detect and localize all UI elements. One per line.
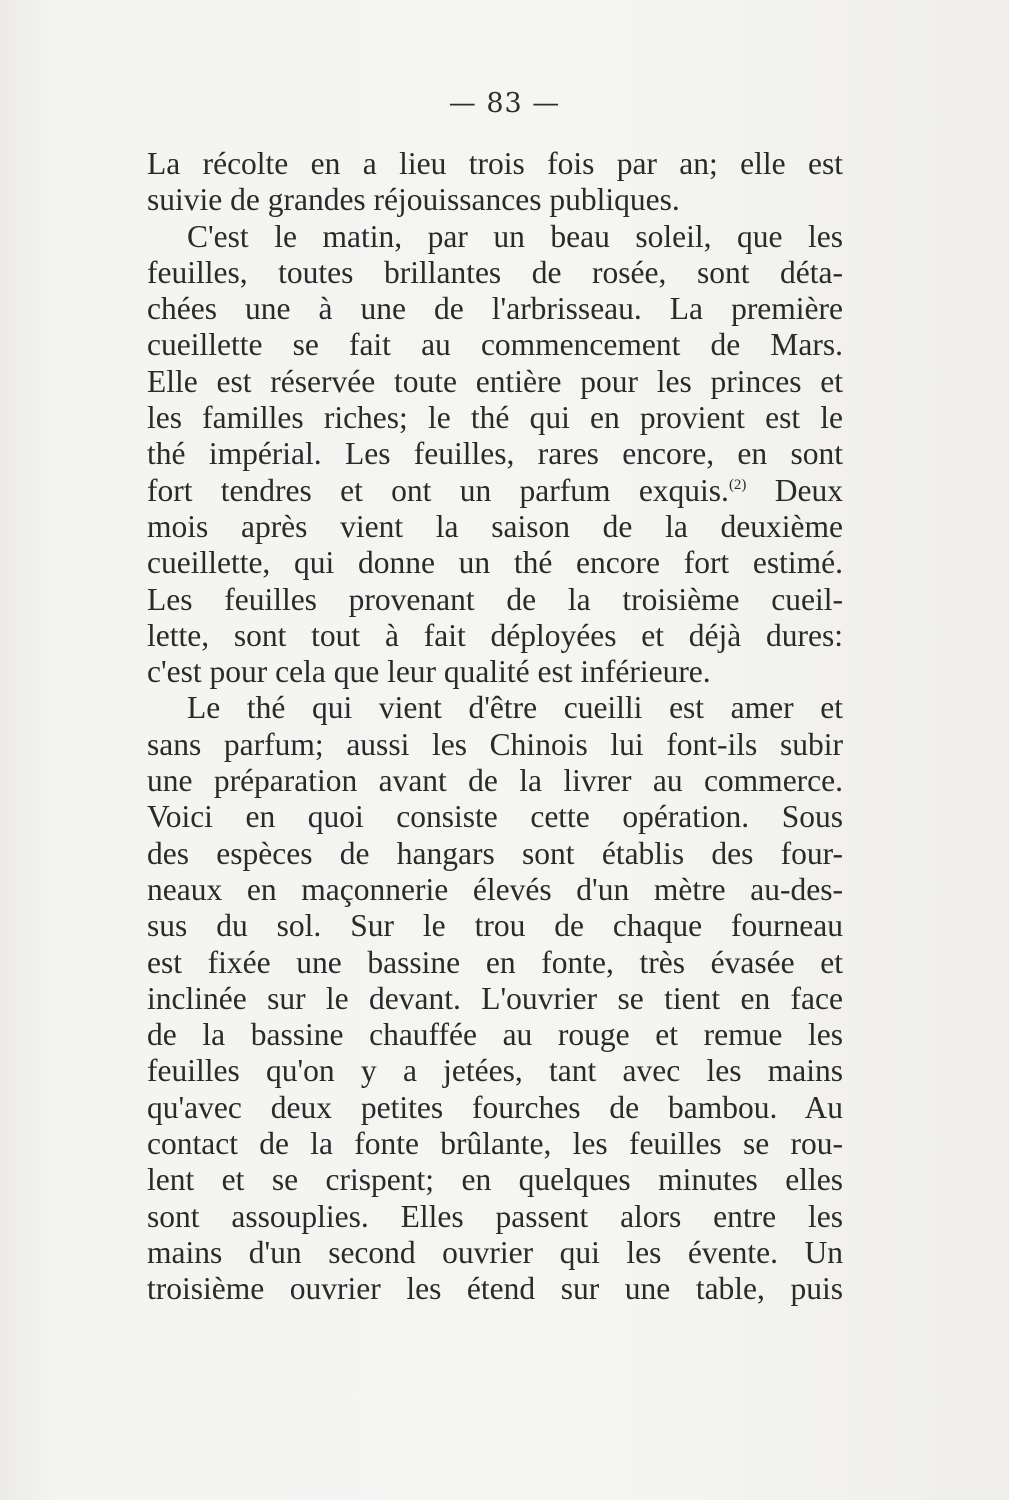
text-line: sont assouplies. Elles passent alors entre les [147,1198,843,1234]
text-line: de la bassine chauffée au rouge et remue les [147,1017,843,1053]
text-segment: Deux [774,472,843,508]
text-line: qu'avec deux petites fourches de bambou. Au [147,1089,843,1125]
text-line: Elle est réservée toute entière pour les princes et [147,363,843,399]
text-line: c'est pour cela que leur qualité est inférieure. [147,654,711,690]
text-line: chées une à une de l'arbrisseau. La première [147,291,843,327]
text-line: mois après vient la saison de la deuxième [147,508,843,544]
text-line: suivie de grandes réjouissances publiques. [147,182,680,218]
text-line: sans parfum; aussi les Chinois lui font-ils subir [147,726,843,762]
text-line: mains d'un second ouvrier qui les évente. Un [147,1234,843,1270]
text-line: thé impérial. Les feuilles, rares encore, en sont [147,436,843,472]
text-line: les familles riches; le thé qui en provient est le [147,400,843,436]
text-line: C'est le matin, par un beau soleil, que les [187,218,843,254]
text-line: sus du sol. Sur le trou de chaque fourneau [147,908,843,944]
text-line: La récolte en a lieu trois fois par an; elle est [147,146,843,181]
footnote-reference: (2) [728,476,747,493]
text-line: feuilles, toutes brillantes de rosée, sont déta- [147,254,843,290]
text-line: une préparation avant de la livrer au commerce. [147,763,843,799]
text-line: lent et se crispent; en quelques minutes elles [147,1162,843,1198]
text-line-with-footnote [147,473,843,509]
text-segment: fort tendres et ont un parfum exquis. [147,472,729,508]
page-number: — 83 — [448,88,561,119]
text-line: Voici en quoi consiste cette opération. Sous [147,799,843,835]
text-line: lette, sont tout à fait déployées et déjà dures: [147,617,843,653]
text-line: Le thé qui vient d'être cueilli est amer et [187,690,843,726]
text-line: Les feuilles provenant de la troisième cueil- [147,581,843,617]
page-body-text [147,146,843,1308]
text-line: inclinée sur le devant. L'ouvrier se tient en face [147,980,843,1016]
text-line: cueillette, qui donne un thé encore fort estimé. [147,545,843,581]
text-line: troisième ouvrier les étend sur une table, puis [147,1271,843,1307]
text-line: des espèces de hangars sont établis des four- [147,835,843,871]
text-line: cueillette se fait au commencement de Mars. [147,327,843,363]
text-line: feuilles qu'on y a jetées, tant avec les mains [147,1053,843,1089]
text-line: est fixée une bassine en fonte, très évasée et [147,944,843,980]
text-line: contact de la fonte brûlante, les feuilles se rou- [147,1126,843,1162]
text-line: neaux en maçonnerie élevés d'un mètre au-des- [147,871,843,907]
